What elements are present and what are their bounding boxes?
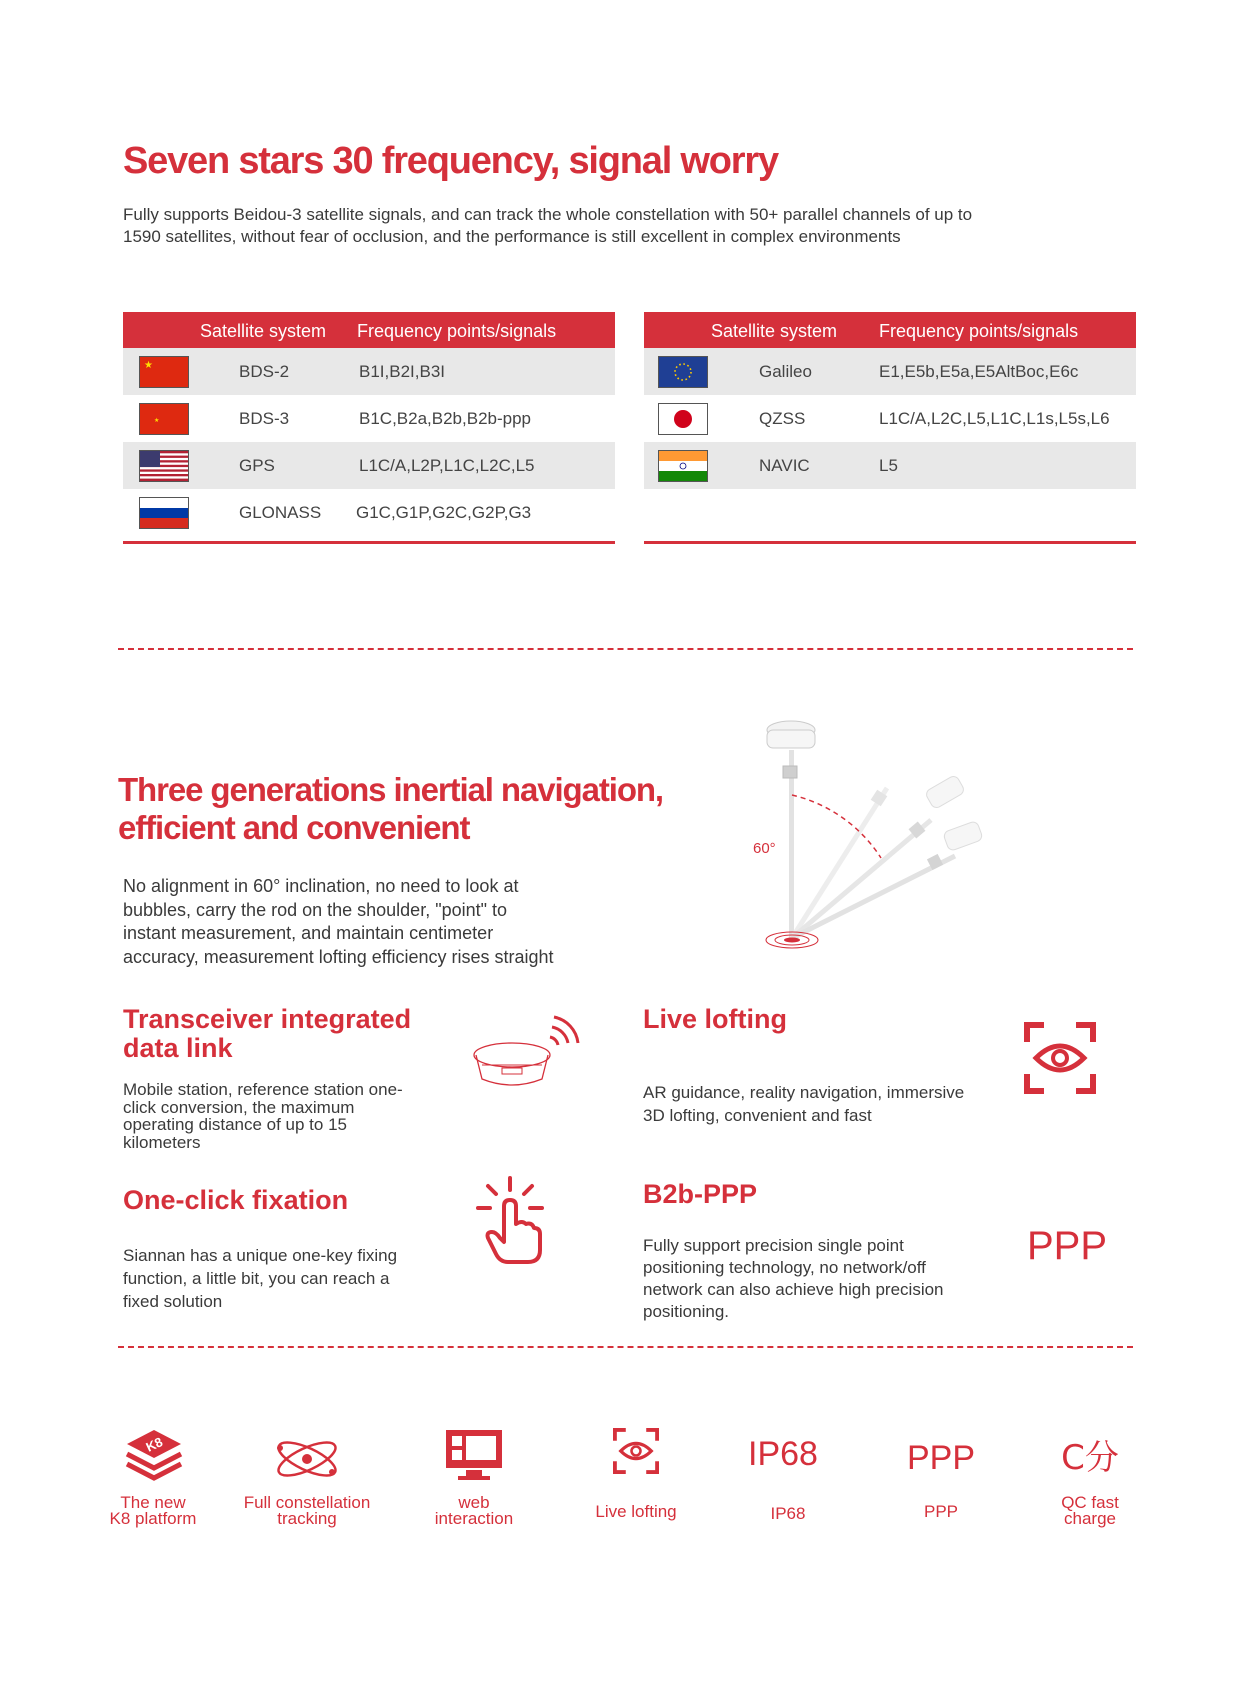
system-freq: L1C/A,L2C,L5,L1C,L1s,L5s,L6 bbox=[879, 409, 1110, 428]
system-name: Galileo bbox=[759, 362, 812, 381]
feature-datalink-title-line2: data link bbox=[123, 1033, 233, 1063]
desc-line: kilometers bbox=[123, 1132, 201, 1152]
system-freq: L1C/A,L2P,L1C,L2C,L5 bbox=[359, 456, 535, 475]
dashed-divider bbox=[118, 1346, 1133, 1348]
bottom-label: The new bbox=[120, 1493, 186, 1512]
click-hand-icon bbox=[474, 1176, 546, 1266]
ip68-icon: IP68 bbox=[748, 1435, 818, 1473]
svg-text:★: ★ bbox=[154, 418, 160, 424]
desc-line: positioning technology, no network/off bbox=[643, 1258, 926, 1277]
bottom-label: PPP bbox=[923, 1502, 959, 1521]
inertial-tilt-illustration bbox=[745, 710, 1015, 960]
feature-datalink-title-line1: Transceiver integrated bbox=[123, 1004, 412, 1034]
receiver-signal-icon bbox=[472, 1015, 582, 1095]
eu-flag-icon bbox=[658, 356, 708, 388]
table-bottom-border bbox=[644, 541, 1136, 544]
bottom-label: charge bbox=[1064, 1509, 1116, 1528]
bottom-item-ppp bbox=[866, 1428, 1016, 1538]
bottom-label: web bbox=[458, 1493, 490, 1512]
table-row bbox=[644, 395, 1136, 442]
system-freq: G1C,G1P,G2C,G2P,G3 bbox=[356, 503, 532, 522]
desc-line: No alignment in 60° inclination, no need to look at bbox=[123, 876, 519, 896]
bottom-item-web bbox=[399, 1428, 549, 1538]
table-row bbox=[644, 348, 1136, 395]
russia-flag-icon bbox=[139, 497, 189, 529]
k8-badge: K8 bbox=[143, 1434, 165, 1455]
bottom-item-lofting bbox=[561, 1428, 711, 1538]
feature-ppp-title: B2b-PPP bbox=[643, 1179, 758, 1209]
ppp-icon: PPP bbox=[906, 1439, 976, 1477]
section2-title-line1: Three generations inertial navigation, bbox=[118, 771, 663, 808]
desc-line: 3D lofting, convenient and fast bbox=[643, 1106, 872, 1125]
system-name: BDS-2 bbox=[239, 362, 290, 381]
section2-title-line2: efficient and convenient bbox=[118, 809, 470, 846]
system-freq: L5 bbox=[879, 456, 898, 475]
satellite-table-left bbox=[123, 312, 615, 544]
k8-platform-icon bbox=[125, 1428, 183, 1482]
eye-scan-icon bbox=[1024, 1022, 1096, 1094]
bottom-item-fast-charge bbox=[1015, 1428, 1165, 1538]
desc-line: bubbles, carry the rod on the shoulder, "point" to bbox=[123, 899, 508, 920]
table-row bbox=[123, 442, 615, 489]
table-row bbox=[123, 348, 615, 395]
desc-line: fixed solution bbox=[123, 1292, 223, 1311]
system-freq: B1C,B2a,B2b,B2b-ppp bbox=[359, 409, 532, 428]
bottom-item-k8 bbox=[78, 1428, 228, 1538]
bottom-label: IP68 bbox=[770, 1504, 806, 1523]
feature-fixation-desc bbox=[123, 1244, 397, 1313]
table-row bbox=[644, 442, 1136, 489]
table-header bbox=[644, 312, 1136, 348]
feature-fixation-title: One-click fixation bbox=[123, 1185, 349, 1215]
feature-ppp-desc bbox=[643, 1235, 944, 1323]
eye-scan-icon bbox=[613, 1428, 659, 1474]
system-name: GPS bbox=[239, 456, 275, 475]
desc-line: instant measurement, and maintain centimeter bbox=[123, 923, 494, 943]
table-row bbox=[123, 489, 615, 536]
desc-line: Mobile station, reference station one- bbox=[123, 1080, 403, 1099]
desc-line: AR guidance, reality navigation, immersive bbox=[643, 1083, 965, 1102]
desc-line: positioning. bbox=[643, 1302, 730, 1321]
desc-line: operating distance of up to 15 bbox=[123, 1115, 347, 1134]
china-flag-icon bbox=[139, 403, 189, 435]
header-system: Satellite system bbox=[200, 321, 327, 341]
system-freq: E1,E5b,E5a,E5AltBoc,E6c bbox=[879, 362, 1079, 381]
header-system: Satellite system bbox=[711, 321, 838, 341]
system-name: GLONASS bbox=[239, 503, 322, 522]
desc-line: network can also achieve high precision bbox=[643, 1280, 944, 1299]
desc-line: click conversion, the maximum bbox=[123, 1097, 355, 1117]
desc-line: accuracy, measurement lofting efficiency rises straight bbox=[123, 946, 554, 967]
section1-title: Seven stars 30 frequency, signal worry bbox=[123, 140, 778, 182]
feature-lofting-title: Live lofting bbox=[643, 1004, 787, 1034]
section2-desc bbox=[123, 875, 554, 969]
constellation-icon bbox=[274, 1434, 340, 1484]
japan-flag-icon bbox=[658, 403, 708, 435]
desc-line: Siannan has a unique one-key fixing bbox=[123, 1246, 398, 1265]
system-name: NAVIC bbox=[759, 456, 810, 475]
angle-label: 60° bbox=[753, 840, 776, 857]
system-freq: B1I,B2I,B3I bbox=[359, 362, 445, 381]
system-name: BDS-3 bbox=[239, 409, 290, 428]
satellite-table-right bbox=[644, 312, 1136, 544]
section1-desc-line1: Fully supports Beidou-3 satellite signals, and can track the whole constellation with 50+ parallel channels of up to bbox=[123, 205, 973, 224]
table-bottom-border bbox=[123, 541, 615, 544]
bottom-label: Live lofting bbox=[595, 1502, 677, 1521]
desc-line: function, a little bit, you can reach a bbox=[123, 1269, 390, 1288]
bottom-label: K8 platform bbox=[109, 1509, 197, 1528]
svg-text:★: ★ bbox=[144, 360, 153, 371]
china-flag-icon bbox=[139, 356, 189, 388]
bottom-label: QC fast bbox=[1061, 1493, 1119, 1512]
ppp-text-icon: PPP bbox=[1027, 1224, 1108, 1268]
bottom-label: Full constellation bbox=[243, 1493, 371, 1512]
bottom-item-ip68 bbox=[713, 1428, 863, 1538]
system-name: QZSS bbox=[759, 409, 806, 428]
india-flag-icon bbox=[658, 450, 708, 482]
bottom-item-constellation bbox=[232, 1428, 382, 1538]
section1-desc-line2: 1590 satellites, without fear of occlusion, and the performance is still excellent in complex environments bbox=[123, 227, 901, 246]
desc-line: Fully support precision single point bbox=[643, 1236, 904, 1255]
feature-datalink-desc bbox=[123, 1081, 403, 1151]
web-interaction-icon bbox=[444, 1428, 504, 1482]
header-freq: Frequency points/signals bbox=[357, 321, 557, 341]
feature-lofting-desc bbox=[643, 1081, 964, 1127]
table-row bbox=[123, 395, 615, 442]
dashed-divider bbox=[118, 648, 1133, 650]
bottom-label: tracking bbox=[277, 1509, 337, 1528]
header-freq: Frequency points/signals bbox=[879, 321, 1079, 341]
bottom-label: interaction bbox=[434, 1509, 514, 1528]
fast-charge-icon: C分 bbox=[1061, 1438, 1119, 1478]
usa-flag-icon bbox=[139, 450, 189, 482]
table-header bbox=[123, 312, 615, 348]
